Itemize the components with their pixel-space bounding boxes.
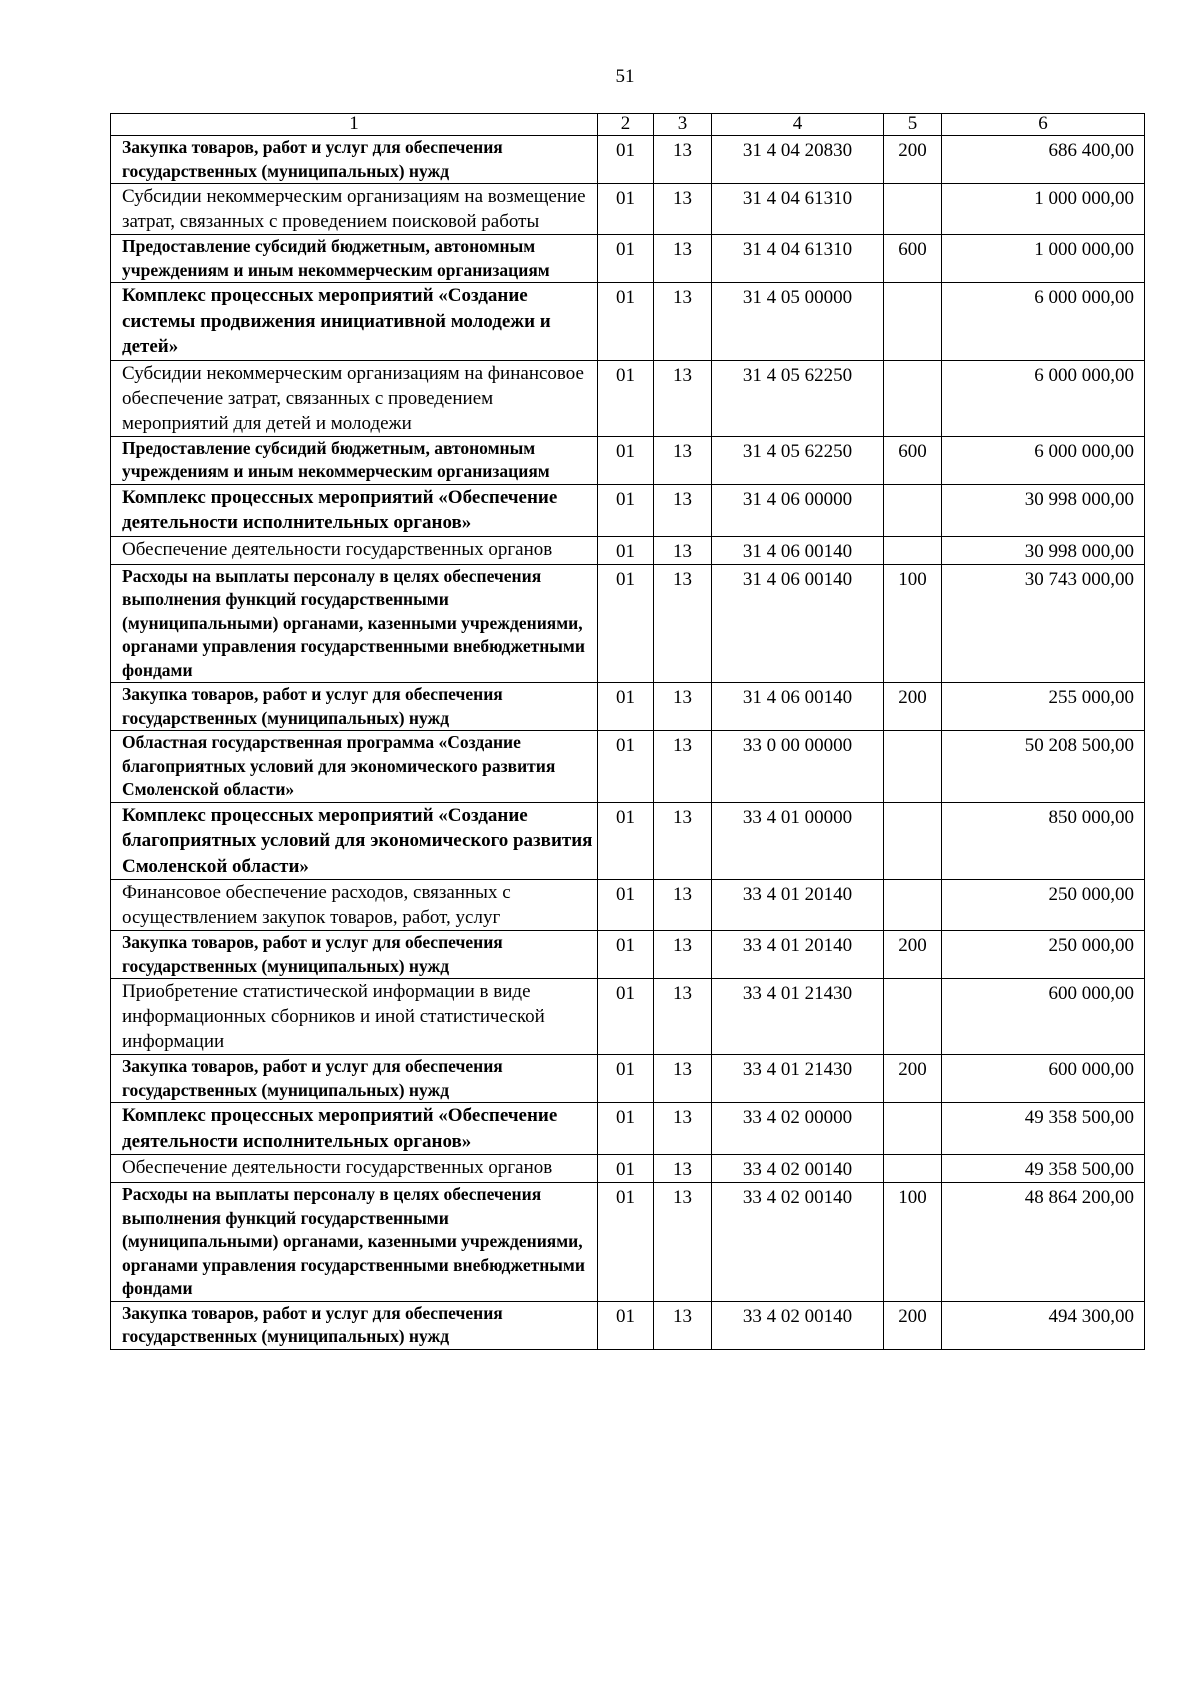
cell-expense-type: [884, 536, 942, 564]
cell-subsection: 13: [654, 436, 712, 484]
page-number: 51: [615, 66, 635, 87]
cell-name: Закупка товаров, работ и услуг для обеспечения государственных (муниципальных) нужд: [111, 931, 598, 979]
cell-name: Субсидии некоммерческим организациям на возмещение затрат, связанных с проведением поисковой работы: [111, 184, 598, 235]
cell-expense-type: [884, 484, 942, 536]
cell-target-article: 33 4 01 00000: [712, 802, 884, 880]
cell-section: 01: [598, 484, 654, 536]
cell-name: Закупка товаров, работ и услуг для обеспечения государственных (муниципальных) нужд: [111, 1055, 598, 1103]
cell-section: 01: [598, 283, 654, 361]
cell-expense-type: 200: [884, 683, 942, 731]
cell-expense-type: [884, 731, 942, 803]
cell-section: 01: [598, 235, 654, 283]
cell-expense-type: [884, 1103, 942, 1155]
cell-name: Закупка товаров, работ и услуг для обеспечения государственных (муниципальных) нужд: [111, 136, 598, 184]
cell-amount: 250 000,00: [942, 931, 1145, 979]
cell-subsection: 13: [654, 802, 712, 880]
table-row: [111, 931, 1145, 979]
table-row: [111, 802, 1145, 880]
table-row: [111, 564, 1145, 683]
cell-name: Обеспечение деятельности государственных органов: [111, 536, 598, 564]
cell-subsection: 13: [654, 235, 712, 283]
cell-target-article: 33 0 00 00000: [712, 731, 884, 803]
table-row: [111, 1055, 1145, 1103]
cell-subsection: 13: [654, 880, 712, 931]
cell-amount: 250 000,00: [942, 880, 1145, 931]
cell-target-article: 33 4 01 21430: [712, 1055, 884, 1103]
cell-expense-type: [884, 360, 942, 436]
cell-expense-type: [884, 880, 942, 931]
table-row: [111, 683, 1145, 731]
cell-name: Предоставление субсидий бюджетным, автономным учреждениям и иным некоммерческим организациям: [111, 235, 598, 283]
cell-amount: 30 998 000,00: [942, 484, 1145, 536]
cell-expense-type: 600: [884, 436, 942, 484]
cell-target-article: 31 4 05 62250: [712, 360, 884, 436]
cell-amount: 50 208 500,00: [942, 731, 1145, 803]
cell-amount: 1 000 000,00: [942, 184, 1145, 235]
cell-target-article: 33 4 01 21430: [712, 979, 884, 1055]
cell-subsection: 13: [654, 1055, 712, 1103]
cell-expense-type: [884, 979, 942, 1055]
cell-subsection: 13: [654, 283, 712, 361]
cell-amount: 30 743 000,00: [942, 564, 1145, 683]
cell-subsection: 13: [654, 1183, 712, 1302]
cell-expense-type: [884, 802, 942, 880]
cell-target-article: 33 4 01 20140: [712, 880, 884, 931]
cell-subsection: 13: [654, 1155, 712, 1183]
table-row: [111, 880, 1145, 931]
cell-amount: 49 358 500,00: [942, 1155, 1145, 1183]
table-row: [111, 136, 1145, 184]
cell-name: Областная государственная программа «Создание благоприятных условий для экономического развития Смоленской области»: [111, 731, 598, 803]
table-row: [111, 436, 1145, 484]
cell-subsection: 13: [654, 484, 712, 536]
cell-section: 01: [598, 1155, 654, 1183]
cell-section: 01: [598, 1301, 654, 1349]
table-row: [111, 283, 1145, 361]
table-row: [111, 484, 1145, 536]
cell-amount: 600 000,00: [942, 979, 1145, 1055]
cell-target-article: 33 4 02 00000: [712, 1103, 884, 1155]
table-row: [111, 235, 1145, 283]
cell-name: Предоставление субсидий бюджетным, автономным учреждениям и иным некоммерческим организациям: [111, 436, 598, 484]
cell-target-article: 31 4 06 00140: [712, 564, 884, 683]
budget-table: [110, 113, 1145, 1350]
cell-subsection: 13: [654, 564, 712, 683]
table-header-row: [111, 114, 1145, 136]
cell-expense-type: 200: [884, 136, 942, 184]
cell-subsection: 13: [654, 979, 712, 1055]
cell-subsection: 13: [654, 536, 712, 564]
cell-target-article: 31 4 06 00140: [712, 536, 884, 564]
cell-section: 01: [598, 802, 654, 880]
header-col-4: 4: [712, 114, 884, 136]
cell-target-article: 33 4 02 00140: [712, 1155, 884, 1183]
table-row: [111, 360, 1145, 436]
cell-section: 01: [598, 1183, 654, 1302]
cell-subsection: 13: [654, 1301, 712, 1349]
cell-section: 01: [598, 683, 654, 731]
cell-expense-type: 100: [884, 1183, 942, 1302]
table-row: [111, 731, 1145, 803]
cell-amount: 255 000,00: [942, 683, 1145, 731]
cell-name: Закупка товаров, работ и услуг для обеспечения государственных (муниципальных) нужд: [111, 1301, 598, 1349]
table-row: [111, 536, 1145, 564]
cell-section: 01: [598, 931, 654, 979]
cell-section: 01: [598, 184, 654, 235]
cell-section: 01: [598, 536, 654, 564]
table-row: [111, 979, 1145, 1055]
cell-subsection: 13: [654, 136, 712, 184]
cell-expense-type: [884, 1155, 942, 1183]
cell-expense-type: 200: [884, 931, 942, 979]
cell-name: Расходы на выплаты персоналу в целях обеспечения выполнения функций государственными (муниципальными) органами, казенными учреждениями, органами управления государственными внебюджетными фондами: [111, 564, 598, 683]
header-col-2: 2: [598, 114, 654, 136]
cell-subsection: 13: [654, 360, 712, 436]
header-col-5: 5: [884, 114, 942, 136]
table-row: [111, 1103, 1145, 1155]
cell-section: 01: [598, 1055, 654, 1103]
cell-subsection: 13: [654, 931, 712, 979]
cell-section: 01: [598, 979, 654, 1055]
cell-target-article: 33 4 02 00140: [712, 1183, 884, 1302]
cell-expense-type: 200: [884, 1055, 942, 1103]
cell-section: 01: [598, 564, 654, 683]
cell-target-article: 31 4 04 20830: [712, 136, 884, 184]
cell-subsection: 13: [654, 184, 712, 235]
cell-name: Комплекс процессных мероприятий «Обеспечение деятельности исполнительных органов»: [111, 1103, 598, 1155]
cell-amount: 600 000,00: [942, 1055, 1145, 1103]
cell-section: 01: [598, 360, 654, 436]
table-row: [111, 1301, 1145, 1349]
cell-target-article: 31 4 05 00000: [712, 283, 884, 361]
table-row: [111, 184, 1145, 235]
cell-target-article: 33 4 01 20140: [712, 931, 884, 979]
cell-expense-type: 100: [884, 564, 942, 683]
cell-section: 01: [598, 731, 654, 803]
header-col-3: 3: [654, 114, 712, 136]
cell-name: Комплекс процессных мероприятий «Обеспечение деятельности исполнительных органов»: [111, 484, 598, 536]
cell-section: 01: [598, 436, 654, 484]
cell-amount: 6 000 000,00: [942, 360, 1145, 436]
table-row: [111, 1155, 1145, 1183]
cell-section: 01: [598, 880, 654, 931]
cell-amount: 30 998 000,00: [942, 536, 1145, 564]
cell-name: Приобретение статистической информации в виде информационных сборников и иной статистической информации: [111, 979, 598, 1055]
header-col-6: 6: [942, 114, 1145, 136]
cell-name: Комплекс процессных мероприятий «Создание системы продвижения инициативной молодежи и детей»: [111, 283, 598, 361]
cell-subsection: 13: [654, 683, 712, 731]
cell-expense-type: 600: [884, 235, 942, 283]
cell-name: Закупка товаров, работ и услуг для обеспечения государственных (муниципальных) нужд: [111, 683, 598, 731]
cell-amount: 6 000 000,00: [942, 436, 1145, 484]
cell-amount: 48 864 200,00: [942, 1183, 1145, 1302]
cell-amount: 850 000,00: [942, 802, 1145, 880]
cell-amount: 686 400,00: [942, 136, 1145, 184]
cell-target-article: 33 4 02 00140: [712, 1301, 884, 1349]
cell-expense-type: [884, 283, 942, 361]
cell-subsection: 13: [654, 1103, 712, 1155]
cell-target-article: 31 4 04 61310: [712, 235, 884, 283]
cell-expense-type: 200: [884, 1301, 942, 1349]
cell-amount: 6 000 000,00: [942, 283, 1145, 361]
cell-section: 01: [598, 1103, 654, 1155]
header-col-1: 1: [111, 114, 598, 136]
cell-target-article: 31 4 05 62250: [712, 436, 884, 484]
cell-name: Обеспечение деятельности государственных органов: [111, 1155, 598, 1183]
cell-amount: 49 358 500,00: [942, 1103, 1145, 1155]
cell-target-article: 31 4 06 00140: [712, 683, 884, 731]
cell-target-article: 31 4 06 00000: [712, 484, 884, 536]
table-row: [111, 1183, 1145, 1302]
cell-amount: 494 300,00: [942, 1301, 1145, 1349]
table-body: [111, 136, 1145, 1350]
cell-expense-type: [884, 184, 942, 235]
cell-subsection: 13: [654, 731, 712, 803]
cell-target-article: 31 4 04 61310: [712, 184, 884, 235]
cell-name: Субсидии некоммерческим организациям на финансовое обеспечение затрат, связанных с проведением мероприятий для детей и молодежи: [111, 360, 598, 436]
cell-amount: 1 000 000,00: [942, 235, 1145, 283]
cell-name: Расходы на выплаты персоналу в целях обеспечения выполнения функций государственными (муниципальными) органами, казенными учреждениями, органами управления государственными внебюджетными фондами: [111, 1183, 598, 1302]
cell-name: Комплекс процессных мероприятий «Создание благоприятных условий для экономического развития Смоленской области»: [111, 802, 598, 880]
cell-name: Финансовое обеспечение расходов, связанных с осуществлением закупок товаров, работ, услуг: [111, 880, 598, 931]
cell-section: 01: [598, 136, 654, 184]
